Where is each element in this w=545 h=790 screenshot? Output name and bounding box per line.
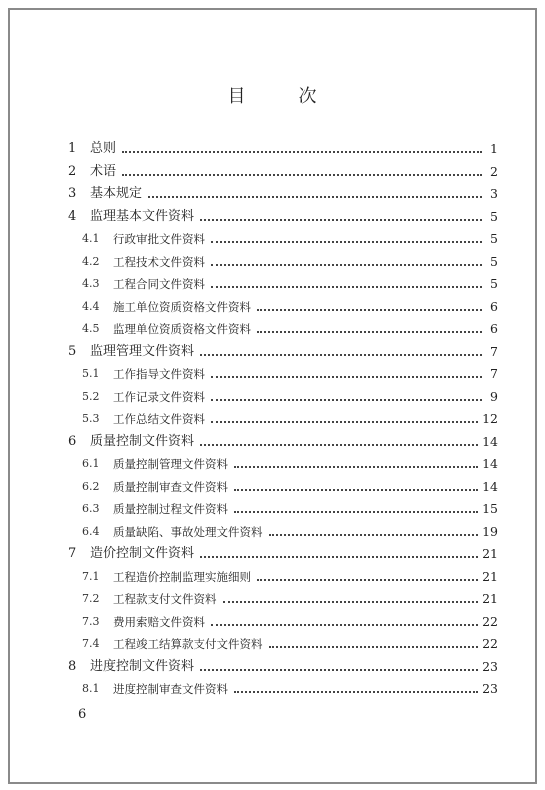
toc-entry-title: 质量控制管理文件资料 [113,457,228,471]
toc-entry[interactable] [68,521,498,544]
toc-entry-title: 工程合同文件资料 [113,277,205,291]
toc-entry[interactable] [68,341,498,364]
toc-entry-number: 7.2 [82,592,100,605]
toc-entry-title: 工程造价控制监理实施细则 [113,569,251,584]
toc-entry[interactable] [68,476,498,499]
toc-entry-page: 15 [482,501,498,516]
dot-leader [200,344,482,356]
dot-leader [257,299,482,311]
toc-entry-number: 7.4 [82,637,100,650]
toc-entry-page: 2 [490,163,498,179]
dot-leader [211,366,482,378]
toc-entry[interactable] [68,318,498,341]
toc-entry-number: 4.2 [82,254,100,268]
dot-leader [211,276,482,288]
toc-entry-title: 监理单位资质资格文件资料 [113,322,251,336]
toc-entry[interactable] [68,228,498,251]
toc-entry-title: 工程技术文件资料 [113,254,205,269]
toc-entry-number: 6 [68,433,77,449]
title-char-left: 目 [227,86,247,107]
dot-leader [223,591,479,603]
toc-entry-number: 3 [68,186,77,201]
toc-entry[interactable] [68,161,498,184]
toc-entry-page: 21 [482,568,498,584]
toc-entry-number: 4 [68,208,77,224]
toc-entry-page: 6 [490,298,498,314]
toc-entry[interactable] [68,656,498,679]
toc-entry-title: 监理管理文件资料 [90,343,195,359]
toc-entry-number: 7 [68,546,77,561]
toc-entry-title: 总则 [90,141,117,156]
toc-entry[interactable] [68,251,498,274]
toc-entry-title: 工程款支付文件资料 [113,592,217,606]
dot-leader [211,614,478,626]
toc-entry[interactable] [68,273,498,296]
toc-entry-title: 工作指导文件资料 [113,367,205,381]
toc-entry-title: 质量控制审查文件资料 [113,479,228,494]
toc-entry[interactable] [68,566,498,589]
toc-entry-page: 14 [482,456,498,471]
page-frame [8,8,537,784]
dot-leader [234,479,478,491]
toc-entry-number: 7.3 [82,614,100,628]
toc-entry-number: 5.1 [82,367,100,380]
toc-entry-page: 5 [490,253,498,269]
toc-entry-title: 工作总结文件资料 [113,412,205,426]
toc-entry-title: 施工单位资质资格文件资料 [113,299,251,314]
title-char-right: 次 [298,86,318,107]
toc-entry-number: 7.1 [82,569,100,583]
toc-entry[interactable] [68,206,498,229]
toc-entry-page: 14 [482,433,498,449]
toc-entry[interactable] [68,611,498,634]
dot-leader [200,209,482,221]
dot-leader [200,546,478,558]
toc-entry-title: 费用索赔文件资料 [113,614,205,629]
toc-entry-page: 22 [482,636,498,651]
toc-entry[interactable] [68,296,498,319]
toc-entry-page: 23 [482,681,498,696]
toc-entry-page: 3 [490,186,498,201]
toc-entry-title: 质量缺陷、事故处理文件资料 [113,524,263,539]
dot-leader [211,389,482,401]
dot-leader [200,659,478,671]
toc-entry[interactable] [68,408,498,431]
toc-entry-number: 5 [68,343,77,359]
toc-entry-page: 5 [490,231,498,246]
toc-entry[interactable] [68,363,498,386]
toc-entry-page: 1 [490,141,498,156]
page-number: 6 [78,707,87,722]
toc-entry-title: 进度控制审查文件资料 [113,682,228,696]
dot-leader [211,231,482,243]
toc-entry-page: 21 [482,546,498,561]
dot-leader [200,434,478,446]
toc-entry-number: 8 [68,658,77,674]
toc-entry-page: 19 [482,523,498,539]
toc-entry-title: 监理基本文件资料 [90,208,195,224]
toc-entry-page: 21 [482,591,498,606]
toc-entry[interactable] [68,138,498,161]
toc-entry-page: 9 [490,388,498,404]
dot-leader [148,186,482,198]
dot-leader [234,501,478,513]
toc-entry[interactable] [68,498,498,521]
toc-entry-page: 5 [490,276,498,291]
toc-entry-number: 8.1 [82,682,100,695]
toc-entry-page: 7 [490,343,498,359]
toc-entry[interactable] [68,431,498,454]
toc-entry-number: 4.3 [82,277,100,290]
dot-leader [122,164,482,176]
toc-entry-number: 6.3 [82,502,100,515]
dot-leader [257,569,478,581]
dot-leader [269,524,479,536]
dot-leader [122,141,482,153]
dot-leader [211,411,478,423]
toc-entry-page: 6 [490,321,498,336]
toc-entry-title: 质量控制过程文件资料 [113,502,228,516]
toc-entry-title: 质量控制文件资料 [90,433,195,449]
toc-entry-page: 14 [482,478,498,494]
toc-entry-page: 23 [482,658,498,674]
toc-entry-number: 4.1 [82,232,100,245]
toc-entry-number: 1 [68,141,77,156]
table-of-contents [68,138,498,701]
toc-entry-title: 基本规定 [90,186,143,201]
toc-entry[interactable] [68,386,498,409]
dot-leader [234,456,478,468]
page-title [10,82,535,108]
toc-entry-number: 2 [68,163,77,179]
toc-entry-number: 6.1 [82,457,100,470]
toc-entry[interactable] [68,588,498,611]
toc-entry-number: 6.4 [82,524,100,538]
toc-entry-number: 6.2 [82,479,100,493]
toc-entry-page: 7 [490,366,498,381]
toc-entry[interactable] [68,678,498,701]
toc-entry-page: 5 [490,208,498,224]
toc-entry-number: 4.4 [82,299,100,313]
dot-leader [257,321,482,333]
dot-leader [234,681,478,693]
toc-entry[interactable] [68,543,498,566]
dot-leader [211,254,482,266]
toc-entry-number: 5.2 [82,389,100,403]
toc-entry-title: 造价控制文件资料 [90,546,195,561]
toc-entry-title: 进度控制文件资料 [90,658,195,674]
toc-entry[interactable] [68,453,498,476]
toc-entry-title: 术语 [90,163,117,179]
toc-entry-title: 行政审批文件资料 [113,232,205,246]
toc-entry-page: 22 [482,613,498,629]
toc-entry[interactable] [68,183,498,206]
toc-entry-title: 工作记录文件资料 [113,389,205,404]
toc-entry-title: 工程竣工结算款支付文件资料 [113,637,263,651]
dot-leader [269,636,479,648]
toc-entry-number: 4.5 [82,322,100,335]
toc-entry-page: 12 [482,411,498,426]
toc-entry[interactable] [68,633,498,656]
toc-entry-number: 5.3 [82,412,100,425]
